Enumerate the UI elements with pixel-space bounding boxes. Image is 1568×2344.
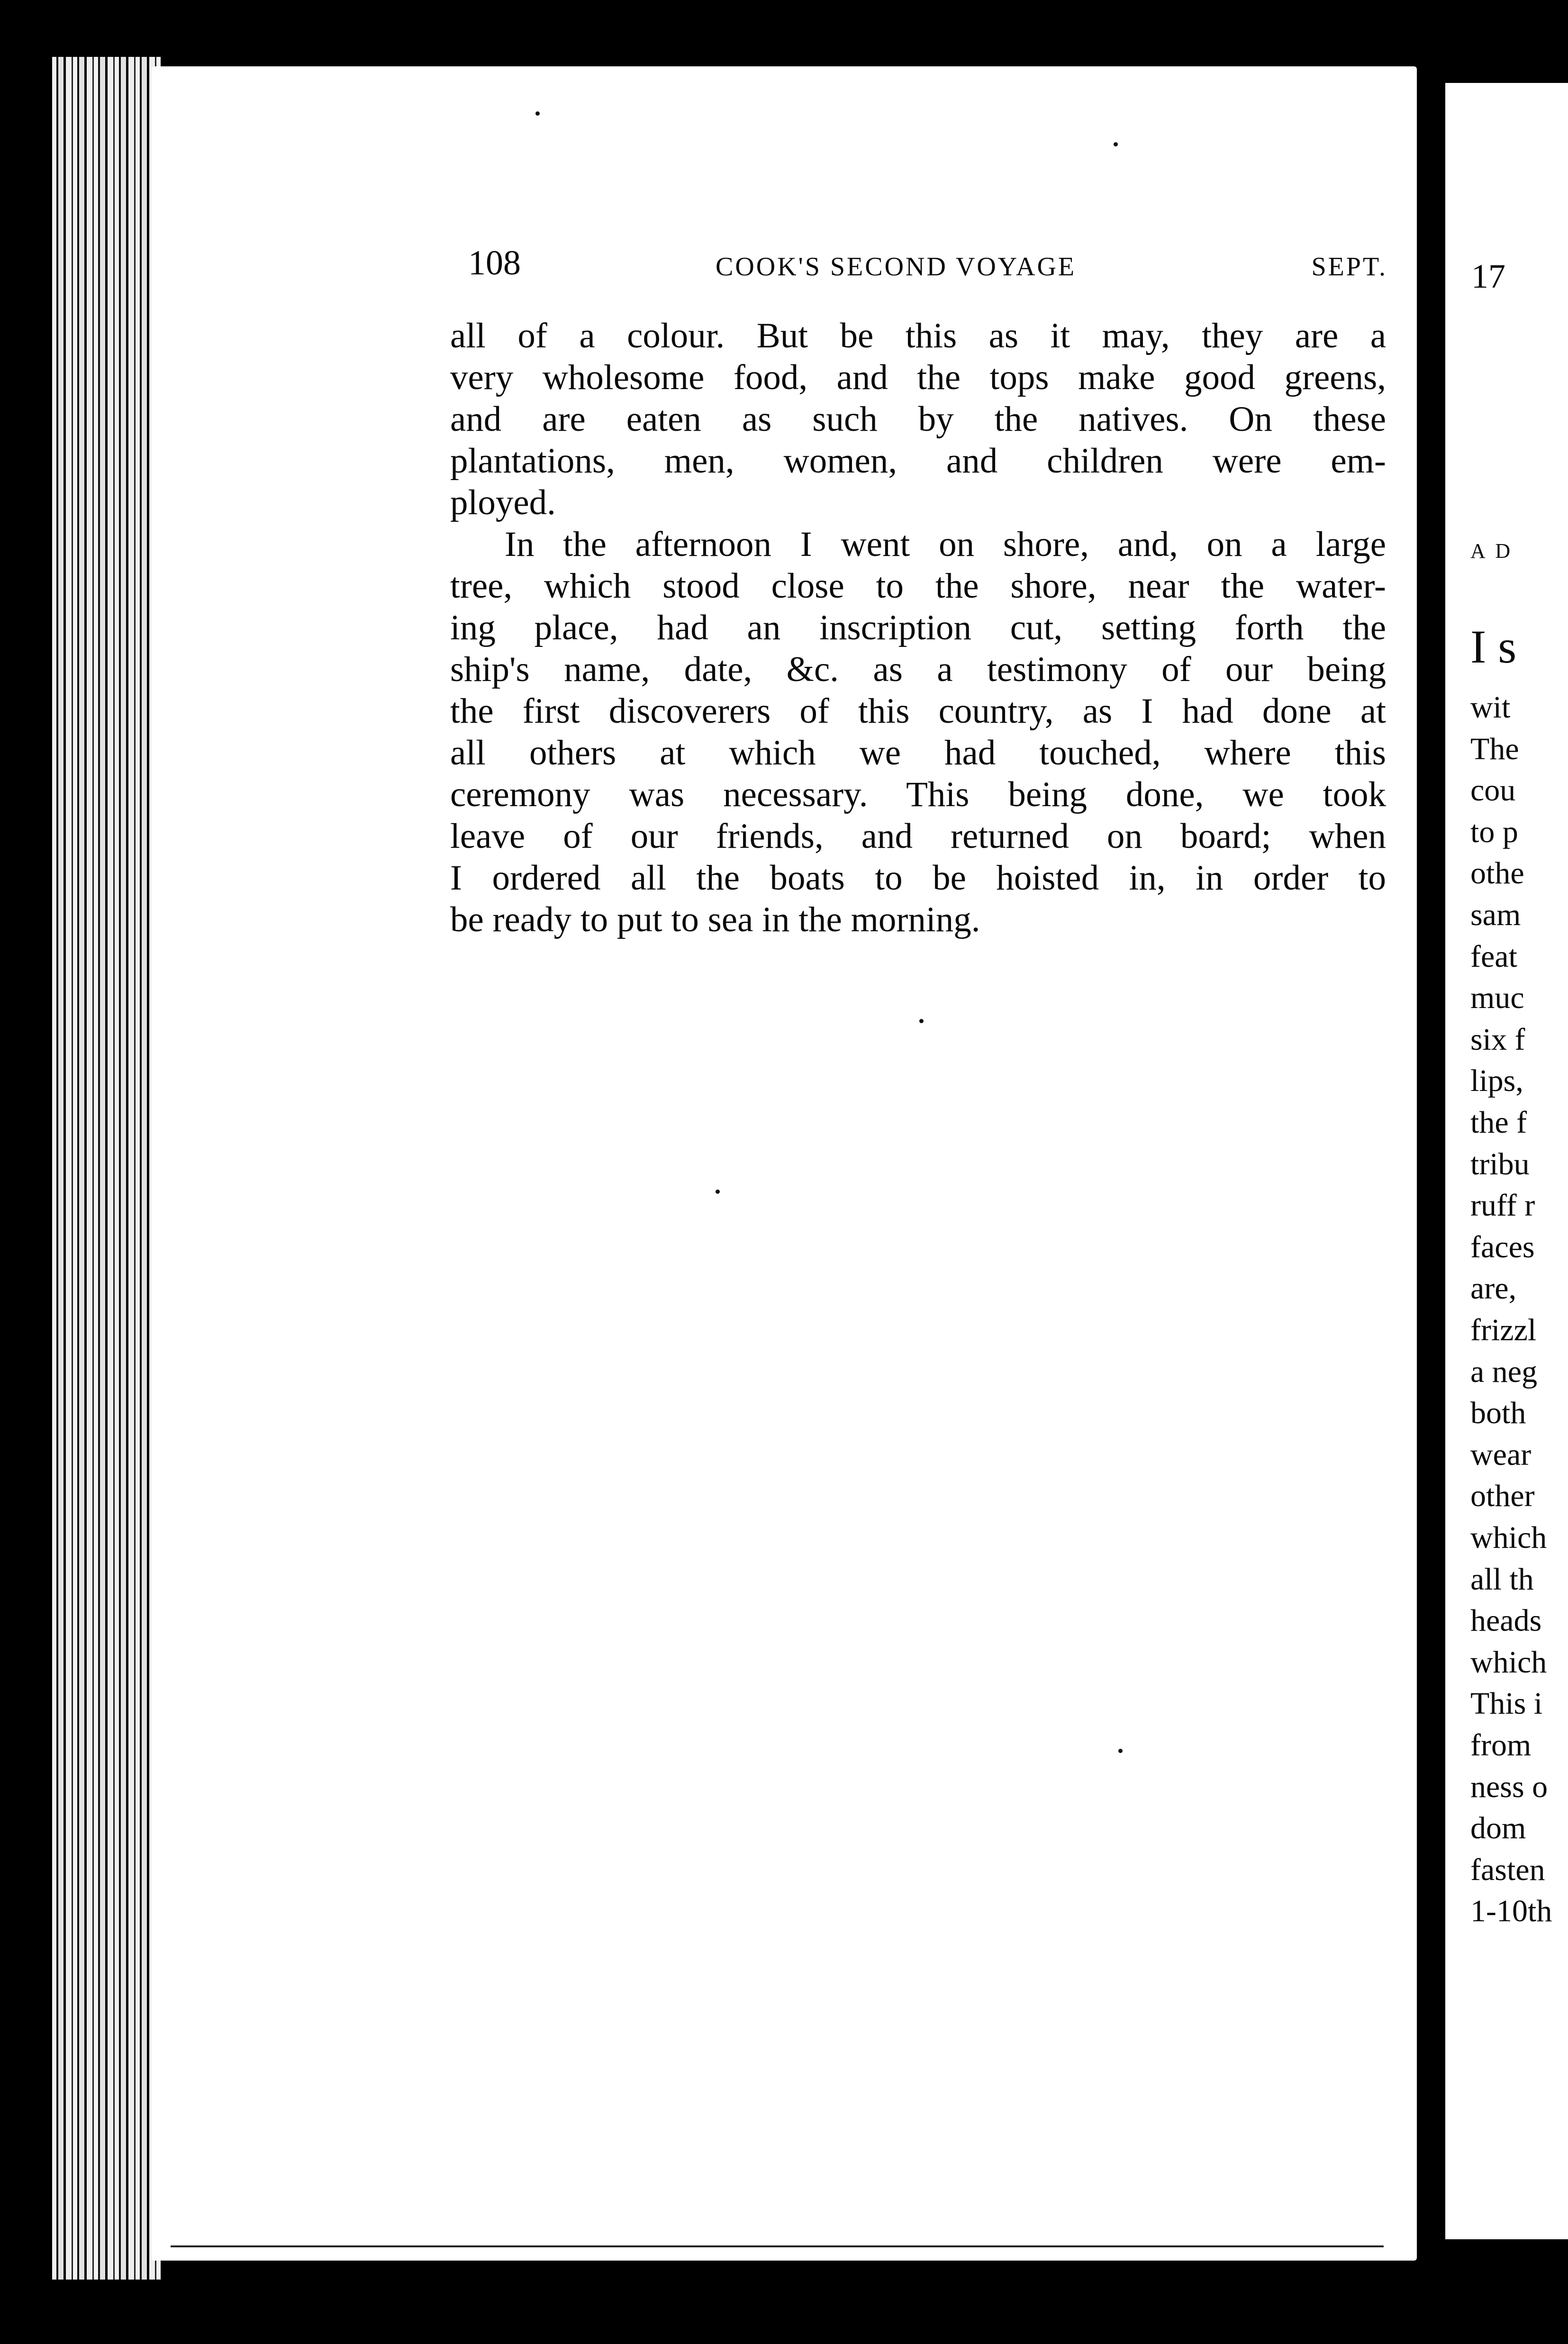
facing-page-line: ness o — [1470, 1769, 1548, 1804]
text-line: and are eaten as such by the natives. On these — [450, 400, 1386, 439]
facing-page-line: the f — [1470, 1105, 1527, 1140]
facing-page-line: othe — [1470, 856, 1524, 891]
text-line: tree, which stood close to the shore, near the water- — [450, 566, 1386, 606]
text-line: ceremony was necessary. This being done, we took — [450, 775, 1386, 814]
facing-page-line: dom — [1470, 1811, 1526, 1846]
text-line: ing place, had an inscription cut, setting forth the — [450, 608, 1386, 647]
text-line: be ready to put to sea in the morning. — [450, 900, 980, 939]
facing-page-fragment — [1445, 83, 1568, 2239]
facing-page-line: a neg — [1470, 1354, 1538, 1389]
facing-page-line: 1-10th — [1470, 1894, 1552, 1929]
text-line: all others at which we had touched, where this — [450, 733, 1386, 772]
scan-speck — [1118, 1749, 1123, 1753]
scan-speck — [919, 1019, 924, 1023]
running-title: COOK'S SECOND VOYAGE — [716, 252, 1077, 282]
scan-speck — [535, 111, 540, 116]
facing-page-line: lips, — [1470, 1063, 1523, 1099]
facing-page-line: both — [1470, 1396, 1526, 1431]
facing-page-line: tribu — [1470, 1146, 1530, 1181]
running-month: SEPT. — [1311, 252, 1387, 282]
paragraph-first-line: In the afternoon I went on shore, and, on a large — [505, 525, 1386, 564]
body-text — [450, 315, 1386, 941]
text-line: all of a colour. But be this as it may, they are a — [450, 316, 1386, 355]
facing-page-line: frizzl — [1470, 1313, 1537, 1347]
text-line: very wholesome food, and the tops make good greens, — [450, 358, 1386, 397]
facing-page-chapter-label: A D — [1470, 539, 1514, 563]
text-line: leave of our friends, and returned on board; when — [450, 817, 1386, 856]
facing-page-line: This i — [1470, 1686, 1543, 1721]
facing-page-line: wear — [1470, 1437, 1532, 1472]
facing-page-line: are, — [1470, 1271, 1517, 1306]
page-bottom-edge — [171, 2245, 1384, 2247]
facing-page-line: feat — [1470, 939, 1517, 974]
text-line: plantations, men, women, and children were em- — [450, 441, 1386, 481]
facing-page-line: fasten — [1470, 1852, 1545, 1887]
facing-page-line: which — [1470, 1644, 1547, 1680]
facing-page-drop-cap: I s — [1470, 620, 1517, 673]
text-line: I ordered all the boats to be hoisted in, in order to — [450, 858, 1386, 898]
facing-page-line: from — [1470, 1728, 1532, 1763]
text-line: the first discoverers of this country, as I had done at — [450, 691, 1386, 731]
text-line: ship's name, date, &c. as a testimony of our being — [450, 650, 1386, 689]
page-number: 108 — [468, 244, 521, 282]
facing-page-line: faces — [1470, 1229, 1535, 1264]
facing-page-header: 17 — [1471, 257, 1505, 295]
facing-page-line: six f — [1470, 1022, 1525, 1057]
scan-speck — [716, 1190, 720, 1194]
running-header — [468, 242, 1387, 284]
facing-page-line: ruff r — [1470, 1188, 1535, 1223]
facing-page-line: muc — [1470, 981, 1524, 1016]
facing-page-line: wit — [1470, 690, 1511, 725]
facing-page-line: heads — [1470, 1603, 1542, 1638]
facing-page-line: which — [1470, 1520, 1547, 1555]
facing-page-line: to p — [1470, 814, 1518, 849]
facing-page-line: The — [1470, 731, 1519, 766]
scan-speck — [1114, 142, 1118, 146]
facing-page-line: cou — [1470, 773, 1516, 808]
facing-page-line: other — [1470, 1479, 1535, 1514]
facing-page-line: sam — [1470, 898, 1521, 932]
page-gutter-edge — [52, 57, 161, 2280]
text-line: ployed. — [450, 483, 556, 522]
facing-page-line: all th — [1470, 1562, 1534, 1597]
